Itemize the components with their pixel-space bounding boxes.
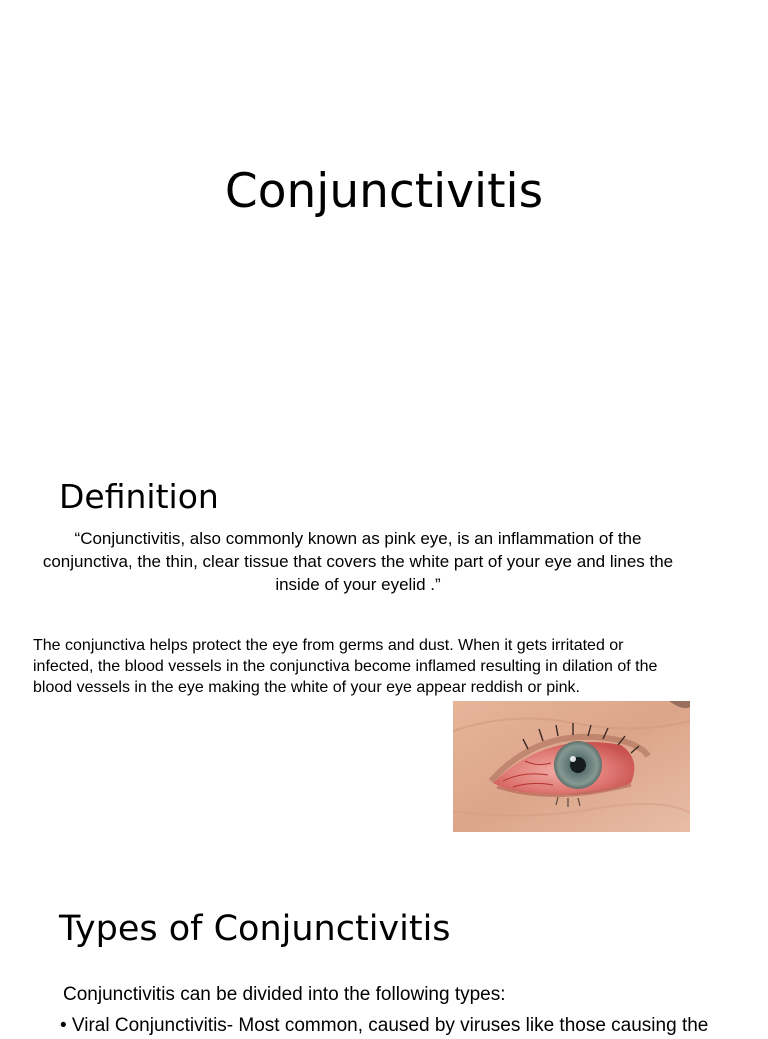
eye-photo: [453, 701, 690, 832]
types-bullet-viral: • Viral Conjunctivitis- Most common, caused by viruses like those causing the: [60, 1015, 709, 1036]
definition-heading: Definition: [59, 477, 219, 516]
types-intro: Conjunctivitis can be divided into the following types:: [63, 984, 506, 1005]
types-heading: Types of Conjunctivitis: [59, 909, 451, 949]
page-title: Conjunctivitis: [224, 164, 544, 219]
definition-quote: “Conjunctivitis, also commonly known as pink eye, is an inflammation of the conjunctiva, the thin, clear tissue that covers the white part of your eye and lines the inside of your eyelid .”: [42, 529, 674, 594]
definition-body: The conjunctiva helps protect the eye from germs and dust. When it gets irritated or infected, the blood vessels in the conjunctiva become inflamed resulting in dilation of the blood vessels in the eye making the white of your eye appear reddish or pink.: [33, 637, 658, 696]
